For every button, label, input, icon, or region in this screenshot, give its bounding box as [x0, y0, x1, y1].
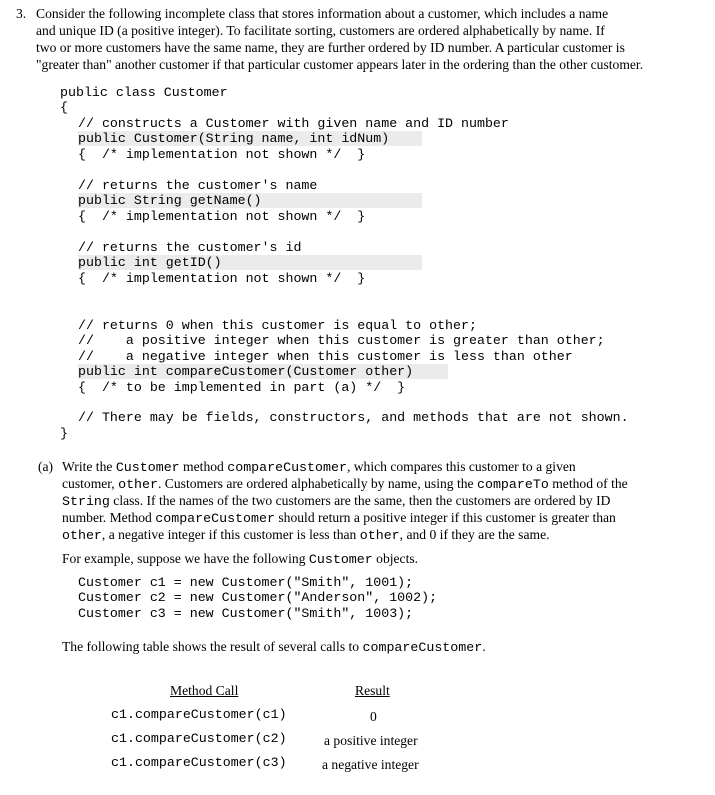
question-line: Consider the following incomplete class that stores information about a customer, which includes a name: [36, 6, 609, 21]
part-a-line: String class. If the names of the two customers are the same, then the customers are ordered by ID: [62, 493, 611, 509]
part-a-line: customer, other. Customers are ordered alphabetically by name, using the compareTo method of the: [62, 476, 628, 492]
constructor-comment: // constructs a Customer with given name and ID number: [78, 116, 509, 131]
getname-signature: public String getName(): [78, 193, 422, 208]
open-brace: {: [60, 100, 68, 115]
comparecustomer-comment: // a positive integer when this customer is greater than other;: [78, 333, 605, 348]
customer-object-line: Customer c3 = new Customer("Smith", 1003);: [78, 606, 414, 621]
comparecustomer-comment: // a negative integer when this customer is less than other: [78, 349, 573, 364]
getid-comment: // returns the customer's id: [78, 240, 302, 255]
question-number: 3.: [16, 6, 27, 21]
getid-signature: public int getID(): [78, 255, 422, 270]
fields-comment: // There may be fields, constructors, and methods that are not shown.: [78, 410, 629, 425]
constructor-signature: public Customer(String name, int idNum): [78, 131, 422, 146]
getid-body: { /* implementation not shown */ }: [78, 271, 366, 286]
getname-body: { /* implementation not shown */ }: [78, 209, 366, 224]
part-a-line: Write the Customer method compareCustomer, which compares this customer to a given: [62, 459, 576, 475]
table-header-method-call: Method Call: [170, 683, 239, 698]
example-intro: For example, suppose we have the following Customer objects.: [62, 551, 419, 567]
table-cell-call: c1.compareCustomer(c2): [111, 731, 287, 746]
constructor-body: { /* implementation not shown */ }: [78, 147, 366, 162]
comparecustomer-body: { /* to be implemented in part (a) */ }: [78, 380, 406, 395]
table-intro: The following table shows the result of several calls to compareCustomer.: [62, 639, 486, 655]
table-cell-call: c1.compareCustomer(c3): [111, 755, 287, 770]
table-header-result: Result: [355, 683, 390, 698]
getname-comment: // returns the customer's name: [78, 178, 318, 193]
customer-object-line: Customer c2 = new Customer("Anderson", 1002);: [78, 590, 438, 605]
close-brace: }: [60, 426, 68, 441]
table-cell-call: c1.compareCustomer(c1): [111, 707, 287, 722]
part-a-line: other, a negative integer if this customer is less than other, and 0 if they are the same.: [62, 527, 550, 543]
question-line: two or more customers have the same name, they are further ordered by ID number. A particular customer is: [36, 40, 625, 55]
table-cell-result: 0: [370, 709, 377, 724]
part-a-line: number. Method compareCustomer should return a positive integer if this customer is greater than: [62, 510, 616, 526]
comparecustomer-comment: // returns 0 when this customer is equal to other;: [78, 318, 477, 333]
question-line: "greater than" another customer if that particular customer appears later in the ordering than the other customer.: [36, 57, 644, 72]
comparecustomer-signature: public int compareCustomer(Customer other): [78, 364, 448, 379]
table-cell-result: a negative integer: [322, 757, 419, 772]
part-a-label: (a): [38, 459, 54, 474]
question-line: and unique ID (a positive integer). To facilitate sorting, customers are ordered alphabetically by name. If: [36, 23, 605, 38]
customer-object-line: Customer c1 = new Customer("Smith", 1001);: [78, 575, 414, 590]
table-cell-result: a positive integer: [324, 733, 418, 748]
class-declaration: public class Customer: [60, 85, 228, 100]
